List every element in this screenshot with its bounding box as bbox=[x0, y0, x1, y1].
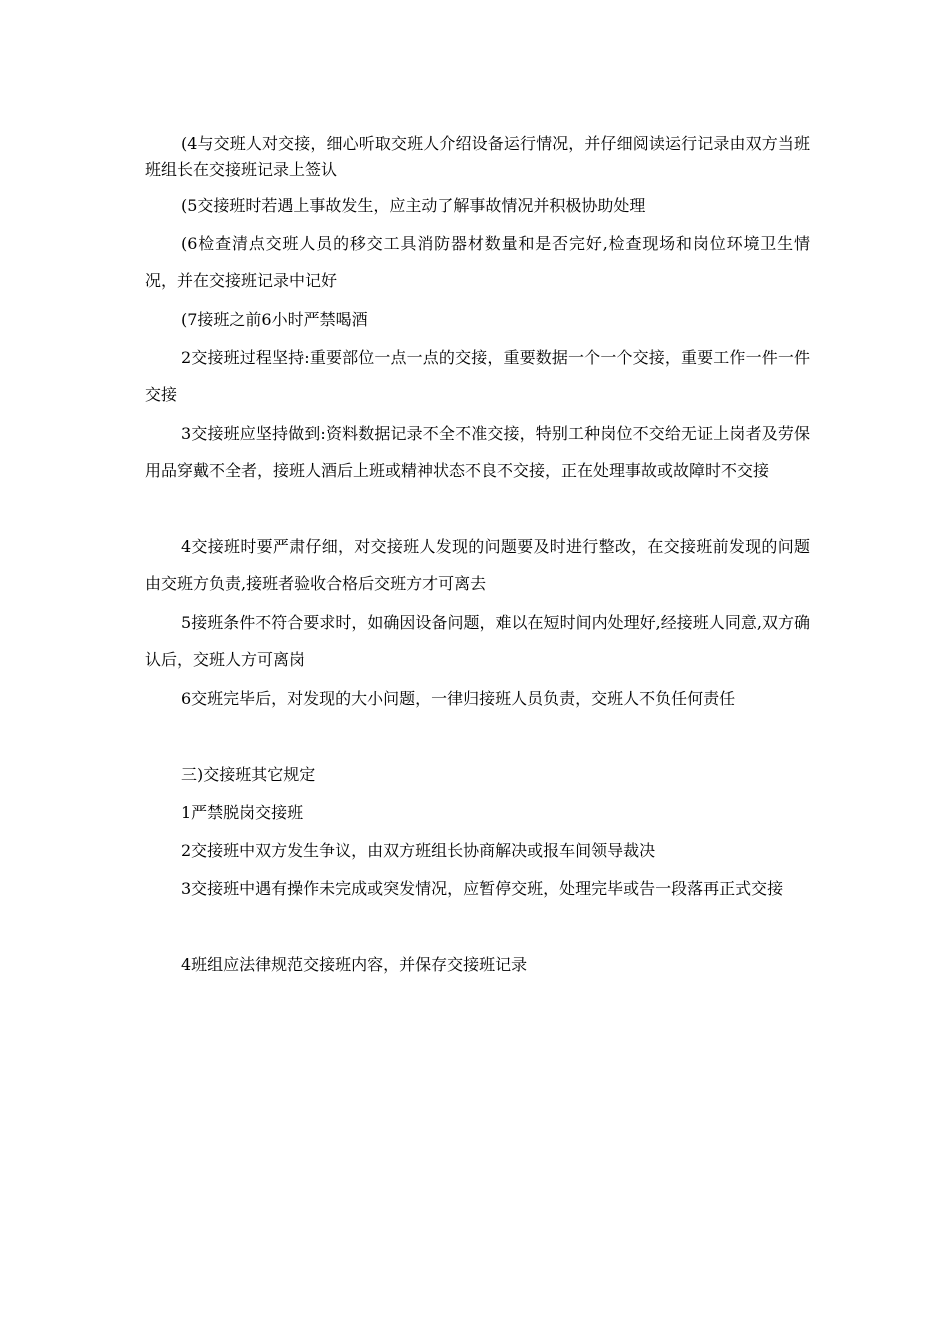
paragraph-rule-3: 3交接班中遇有操作未完成或突发情况，应暂停交班，处理完毕或告一段落再正式交接 bbox=[181, 879, 784, 898]
paragraph-rule-1: 1严禁脱岗交接班 bbox=[181, 803, 304, 822]
paragraph-accident-handling: (5交接班时若遇上事故发生，应主动了解事故情况并积极协助处理 bbox=[181, 196, 646, 215]
paragraph-responsibility: 6交班完毕后，对发现的大小问题，一律归接班人员负责，交班人不负任何责任 bbox=[181, 689, 736, 708]
paragraph-rule-2: 2交接班中双方发生争议，由双方班组长协商解决或报车间领导裁决 bbox=[181, 841, 656, 860]
paragraph-conditions: 5接班条件不符合要求时，如确因设备问题，难以在短时间内处理好,经接班人同意,双方确认后，交班人方可离岗 bbox=[145, 613, 810, 669]
paragraph-rectification: 4交接班时要严肃仔细，对交接班人发现的问题要及时进行整改，在交接班前发现的问题由交班方负责,接班者验收合格后交班方才可离去 bbox=[145, 537, 810, 593]
paragraph-tool-inspection: (6检查清点交班人员的移交工具消防器材数量和是否完好,检查现场和岗位环境卫生情况，并在交接班记录中记好 bbox=[145, 234, 810, 290]
paragraph-handover-requirements: 3交接班应坚持做到:资料数据记录不全不准交接，特别工种岗位不交给无证上岗者及劳保用品穿戴不全者，接班人酒后上班或精神状态不良不交接，正在处理事故或故障时不交接 bbox=[145, 424, 810, 480]
section-heading-other-rules: 三)交接班其它规定 bbox=[181, 765, 316, 784]
paragraph-handover-process: 2交接班过程坚持:重要部位一点一点的交接，重要数据一个一个交接，重要工作一件一件交接 bbox=[145, 348, 810, 404]
paragraph-handover-check: (4与交班人对交接，细心听取交班人介绍设备运行情况，并仔细阅读运行记录由双方当班班组长在交接班记录上签认 bbox=[145, 134, 810, 179]
paragraph-no-drinking: (7接班之前6小时严禁喝酒 bbox=[181, 310, 368, 329]
paragraph-rule-4: 4班组应法律规范交接班内容，并保存交接班记录 bbox=[181, 955, 528, 974]
